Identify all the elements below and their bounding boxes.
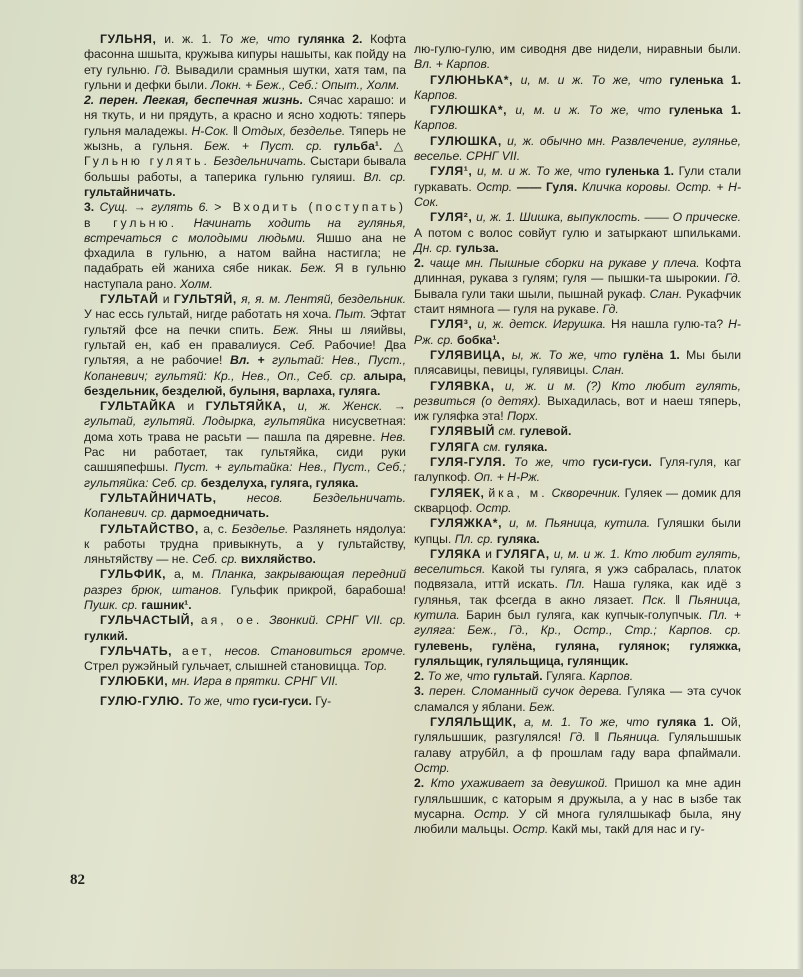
headword: ГУЛЮШКА,	[430, 133, 502, 148]
conjunction: и	[485, 546, 492, 561]
headword: ГУЛЯ²,	[430, 210, 473, 225]
definition: см.	[498, 424, 517, 439]
cross-reference: безделуха, гуляга, гуляка.	[200, 475, 359, 490]
grammar-label: а, с.	[203, 521, 228, 536]
example: Яшшо ана не фхадила в гульню, а натом вайна настигла; не падабрать ей жаниха сябе никак.	[84, 230, 407, 276]
entry-gulyavitsa	[414, 348, 741, 379]
source: Холм.	[179, 276, 213, 291]
entry-gultaystvo	[84, 522, 406, 568]
cross-reference: гуленька 1.	[605, 164, 674, 179]
sense-number: 2.	[414, 776, 425, 791]
source: Вл. ср.	[363, 169, 406, 184]
variant-forms: гультайка: Нев., Пуст., Себ.; гультяйка: Себ. ср.	[84, 460, 406, 490]
source: Себ.	[289, 337, 316, 352]
cross-reference: гашник¹.	[141, 597, 192, 612]
headword: ГУЛЬТАЙНИЧАТЬ,	[100, 490, 217, 505]
headword: ГУЛЯ³,	[430, 317, 473, 332]
entry-gulyubki	[84, 674, 406, 689]
headword: ГУЛЯВКА,	[430, 378, 495, 393]
grammar-label: я, я. м.	[241, 292, 281, 307]
entry-gulyaga	[414, 440, 741, 455]
source: Пл. ср.	[454, 531, 494, 546]
cross-reference: дармоедничать.	[170, 506, 269, 521]
source: Пыт.	[335, 307, 367, 322]
example: Тяперь не жызнь, а гульня.	[84, 123, 407, 154]
cross-reference: гуляка.	[496, 531, 540, 546]
grammar-label: и, ж. 1.	[476, 210, 516, 225]
sense-number: 3.	[414, 684, 425, 699]
definition: То же, что	[548, 347, 617, 362]
example: Гу-	[315, 693, 332, 708]
grammar-label: и, ж.	[477, 317, 505, 332]
source: Вл. + Карпов.	[414, 57, 491, 72]
source: Пушк. ср.	[84, 597, 138, 612]
example: нисусветная: дома хоть трава не расьти — пашла па дяревне.	[84, 414, 406, 444]
headword: ГУЛЯ-ГУЛЯ.	[430, 455, 507, 470]
definition: То же, что	[427, 669, 490, 684]
entry-gulyalshchik	[414, 715, 741, 837]
example: Выхадилась, вот и наеш тяперь, иж гуляфка эта!	[414, 393, 741, 424]
definition: Лентяй, бездельник.	[285, 292, 406, 307]
grammar-label: и, м. и ж.	[515, 103, 581, 118]
example: Гульфик прикрой, барабоша!	[230, 582, 406, 597]
example: Сячас харашо: и ня ткуть, и ни прядуть, а красно и ясно ходють: тяперь гульня маладежы.	[84, 93, 407, 138]
definition: несов. Бездельничать.	[246, 490, 406, 505]
grammar-label: ая, ое.	[200, 613, 263, 628]
sense-number: 2.	[414, 669, 425, 684]
cross-reference: гультайничать.	[84, 184, 176, 199]
example: Гуля-гуля, каг галупкоф.	[414, 455, 742, 485]
source: Гд.	[569, 730, 586, 745]
headword: ГУЛЯ¹,	[430, 164, 473, 179]
source: Тор.	[363, 659, 388, 674]
cross-reference: бобка¹.	[456, 332, 500, 347]
sense-2	[84, 93, 406, 200]
cross-reference: гульза.	[455, 240, 499, 255]
definition: ‖ Пьяница.	[594, 730, 661, 745]
example: Ой, гуляльшшик, разгулялся!	[414, 715, 741, 745]
entry-gulya-1	[414, 164, 741, 210]
definition: То же, что	[536, 164, 601, 179]
definition: То же, что	[591, 72, 662, 87]
headword: ГУЛЯГА,	[495, 546, 550, 561]
definition: перен. Сломанный сучок дерева.	[429, 684, 623, 699]
grammar-label: и, ж.	[507, 133, 535, 148]
example: Я в гульню наступала рано.	[84, 261, 407, 291]
example: Ня нашла гулю-та?	[611, 317, 724, 332]
entry-gulyunka	[414, 73, 741, 104]
example: Гуляльшшык галаву атрубйл, а ф прошлам гаду вара фпаймали.	[414, 730, 742, 760]
source: Н-Рж. ср.	[414, 317, 741, 347]
page-edge-shadow	[797, 0, 803, 977]
entry-gulnya	[84, 32, 406, 93]
source: Беж.	[529, 699, 556, 714]
grammar-label: и, м. и ж.	[520, 72, 584, 87]
source: Пуст. +	[174, 460, 222, 475]
definition: Женск. → гультай, гультяй. Лодырка, гультяйка	[84, 399, 406, 429]
definition: То же, что	[219, 32, 291, 46]
cross-reference: гулевень, гулёна, гуляна, гулянок; гуляжка, гуляльщик, гуляльщица, гулянщик.	[414, 638, 741, 668]
cross-reference: вихляйство.	[240, 552, 316, 567]
source: Карпов.	[414, 87, 458, 102]
grammar-label: и, м. и ж.	[477, 164, 532, 179]
definition: То же, что	[513, 455, 585, 470]
entry-gulyavka	[414, 379, 741, 425]
page-number: 82	[70, 872, 85, 888]
source: Карпов.	[589, 669, 634, 684]
source: Остр.	[476, 179, 513, 194]
definition: Начинать ходить на гулянья, встречаться с молодыми людьми.	[84, 215, 406, 245]
example: Барин был гуляга, как купчык-голупчык.	[466, 607, 703, 622]
example: Вывадили срамныя шутки, хатя там, па гульни и дефки были.	[84, 62, 407, 92]
example: У нас ессь гультай, нигде работать ня хоча.	[84, 307, 332, 322]
definition: Сущ. → гулять 6.	[99, 200, 209, 215]
source: Н-Сок.	[191, 123, 230, 138]
definition: Безделье.	[231, 521, 289, 536]
grammar-label: йка, м.	[488, 485, 548, 500]
entry-gulya-3	[414, 317, 741, 348]
headword: ГУЛЬФИК,	[100, 567, 167, 582]
grammar-label: ает,	[182, 643, 215, 658]
headword: ГУЛЬНЯ,	[100, 32, 157, 46]
source: Пл.	[565, 577, 586, 592]
example: Какй мы, такй для нас и гу-	[551, 822, 705, 837]
grammar-label: и, ж.	[297, 399, 332, 414]
example: Какой ты гуляга, я ужэ сабралась, платок подвязала, иттй искать.	[414, 562, 741, 592]
source: Дн. ср.	[414, 240, 453, 255]
definition: см.	[483, 439, 502, 454]
grammar-label: и, ж. и м.	[504, 378, 577, 393]
source: Пл. +	[708, 607, 741, 622]
example: Сыстари бывала большы работы, а таперика гульню гуляиш.	[84, 154, 406, 184]
example: лю-гулю-гулю, им сиводня две нидели, ниравныи были.	[414, 42, 741, 56]
source: Беж. + Пуст. ср.	[204, 139, 323, 154]
example: А потом с волос совйут гулю и затыркают шпильками.	[414, 225, 741, 240]
variant-forms: гультай: Нев., Пуст., Копаневич; гультяй: Кр., Нев., Оп., Себ. ср.	[84, 353, 407, 383]
source: Себ. ср.	[192, 552, 238, 567]
definition: ‖ Отдых, безделье.	[232, 123, 346, 138]
grammar-label: ы, ж.	[511, 347, 543, 362]
headword: ГУЛЬТЯЙ,	[173, 292, 237, 307]
entry-gulyushka-1	[414, 103, 741, 134]
example: Рукафчик стаит нямнога — гуля на рукаве.	[414, 286, 741, 317]
definition: Шишка, выпуклость. —— О прическе.	[519, 210, 742, 225]
definition: чаще мн. Пышные сборки на рукаве у плеча.	[429, 256, 700, 271]
entry-gulchastyy	[84, 613, 406, 644]
cross-reference: гулкий.	[84, 628, 128, 643]
source: Остр.	[512, 822, 549, 837]
source: Остр.	[475, 500, 512, 515]
example: Гули стали гуркавать.	[414, 164, 742, 194]
example: Рас ни работает, так гультяйка, сиди руки сашшяпефшы.	[84, 445, 406, 475]
conjunction: и	[187, 399, 195, 414]
entry-gulyazhka	[414, 516, 741, 547]
entry-gulya-gulya	[414, 455, 741, 486]
cross-reference: гуси-гуси.	[252, 693, 312, 708]
entry-gultay	[84, 292, 406, 399]
entry-gulyushka-2	[414, 134, 741, 165]
source: Вл. +	[230, 353, 265, 368]
example: Рабочие! Два гультяя, а не рабочие!	[84, 337, 406, 368]
headword: ГУЛЯЕК,	[430, 485, 485, 500]
example: Бывала гули таки шыли, пышнай рукаф.	[414, 286, 646, 301]
headword: ГУЛЮ-ГУЛЮ.	[100, 693, 184, 708]
entry-gultaynichat	[84, 491, 406, 522]
headword: ГУЛЬЧАСТЫЙ,	[100, 613, 195, 628]
example: Гуляек — домик для скварцоф.	[414, 485, 742, 515]
source: Порх.	[507, 409, 539, 424]
definition: детск. Игрушка.	[509, 317, 607, 332]
definition: Кто ухаживает за девушкой.	[430, 776, 609, 791]
definition: Бездельничать.	[213, 154, 307, 169]
cross-reference: гулёна 1.	[622, 347, 680, 362]
scan-bottom-edge	[0, 969, 803, 977]
example: Мы были плясавицы, певицы, гулявицы.	[414, 347, 742, 378]
source: СРНГ VII.	[466, 149, 521, 164]
definition: Кто любит гулять, веселиться.	[414, 546, 742, 577]
cross-reference: гуляка 1.	[656, 715, 714, 730]
headword: ГУЛЯЖКА*,	[430, 516, 503, 531]
cross-reference: гульба¹.	[333, 139, 383, 154]
cross-reference: гультай.	[493, 669, 543, 684]
source: Копаневич. ср.	[84, 506, 168, 521]
source: Остр.	[473, 806, 510, 821]
headword: ГУЛЬТАЙ	[100, 292, 159, 307]
source: Беж.	[300, 261, 327, 276]
entry-gulya-2	[414, 210, 741, 317]
source: Гд.	[724, 271, 741, 286]
entry-gulyu-gulyu	[84, 694, 406, 709]
entry-gulyaka	[414, 547, 741, 715]
headword: ГУЛЮНЬКА*,	[430, 72, 514, 87]
grammar-label: и, м. и ж. 1.	[553, 546, 621, 561]
cross-reference: гуленька 1.	[668, 103, 741, 118]
grammar-label: и. ж. 1.	[164, 32, 212, 46]
source: Оп. + Н-Рж.	[473, 470, 541, 485]
definition: обычно мн. Развлечение, гулянье, веселье.	[414, 133, 742, 164]
cross-reference: гуляка.	[504, 439, 548, 454]
cross-reference: гуленька 1.	[669, 72, 741, 87]
right-column	[414, 42, 741, 837]
grammar-label: и, м.	[509, 516, 538, 531]
source: СРНГ VII.	[284, 674, 339, 689]
example: Яны ш ляийвы, гультай ен, каб ен правалиуся.	[84, 322, 407, 352]
source: Гд.	[602, 302, 619, 317]
variant-forms: гуляга: Беж., Гд., Кр., Остр., Стр.; Карпов. ср.	[414, 623, 741, 638]
source: Слан.	[591, 363, 625, 378]
headword: ГУЛЬТАЙСТВО,	[100, 521, 199, 536]
entry-gultayka	[84, 399, 406, 491]
definition: Кличка коровы.	[581, 179, 672, 194]
sense-number: 3.	[84, 200, 95, 215]
phrase: > Входить (поступать) в гульню.	[84, 200, 406, 230]
definition: 2. перен. Легкая, беспечная жизнь.	[84, 93, 304, 108]
headword: ГУЛЯВИЦА,	[430, 347, 506, 362]
headword: ГУЛЬТЯЙКА,	[205, 399, 287, 414]
source: Слан.	[649, 286, 683, 301]
entry-gulyavyy	[414, 424, 741, 439]
example: Кофта длинная, рукава з гулям; гуля — пышки-та шырокии.	[414, 256, 742, 286]
sense-number: 2.	[414, 256, 425, 271]
sense-3	[84, 200, 406, 292]
definition: То же, что	[588, 103, 661, 118]
example: Гуляка — эта сучок сламался у яблани.	[414, 684, 741, 714]
example: Гуляшки были купцы.	[414, 516, 741, 546]
source: Пск.	[642, 592, 667, 607]
left-column	[84, 32, 406, 709]
cross-reference: гуси-гуси.	[592, 455, 652, 470]
example: У сй многа гулялшыкаф была, яну любили мальцы.	[414, 806, 741, 837]
headword: ГУЛЬТАЙКА	[100, 399, 176, 414]
source: Локн. + Беж., Себ.: Опыт., Холм.	[210, 77, 400, 92]
source: Беж.	[272, 322, 300, 337]
source: Остр.	[414, 760, 450, 775]
headword: ГУЛЬЧАТЬ,	[100, 643, 173, 658]
example: Наша гуляка, как идё з гулянья, так фсегда в акно лязает.	[414, 577, 741, 607]
example: Эфтат гультяй фсе на печки спить.	[84, 307, 406, 337]
grammar-label: а, м.	[173, 567, 204, 582]
definition: несов. Становиться громче.	[224, 643, 406, 658]
definition: Скворечник.	[551, 485, 621, 500]
definition: Пьяница, кутила.	[544, 516, 651, 531]
example: Гуляга.	[546, 669, 586, 684]
conjunction: и	[162, 292, 170, 307]
definition: Игра в прятки.	[193, 674, 281, 689]
source: СРНГ VII. ср.	[325, 613, 406, 628]
phrase: △ Гульню гулять.	[84, 139, 406, 169]
entry-continuation	[414, 42, 741, 73]
grammar-label: мн.	[171, 674, 191, 689]
example: Стрел ружэйный гульчает, слышней становицца.	[84, 659, 360, 674]
headword: ГУЛЯЛЬЩИК,	[430, 715, 517, 730]
headword: ГУЛЯГА	[430, 439, 480, 454]
cross-reference: алыра, бездельник, безделюй, булыня, варлаха, гуляга.	[84, 368, 406, 398]
source: Гд.	[154, 62, 171, 77]
definition: (?) Кто любит гулять, резвиться (о детях).	[414, 378, 741, 408]
example: Пришол ка мне адин гуляльшшик, с каторым я дружыла, а у нас в ызбе так мусарна.	[414, 776, 742, 821]
example: Разлянеть нядолуа: к работы трудна привыкнуть, а у гультайству, ляньтяйству — не.	[84, 521, 407, 567]
entry-gulchat	[84, 644, 406, 675]
sub-headword: —— Гуля.	[516, 179, 582, 194]
cross-reference: гулянка 2.	[297, 32, 363, 46]
definition: Планка, закрывающая передний разрез брюк, штанов.	[84, 567, 406, 597]
definition: ‖ Пьяница, кутила.	[414, 592, 741, 622]
definition: То же, что	[578, 715, 650, 730]
source: Нев.	[380, 429, 406, 444]
source: Остр. + Н-Сок.	[414, 179, 741, 209]
grammar-label: а, м. 1.	[524, 715, 572, 730]
entry-gulfik	[84, 567, 406, 613]
entry-gulyaek	[414, 486, 741, 517]
headword: ГУЛЮБКИ,	[100, 674, 169, 689]
cross-reference: гулевой.	[519, 424, 572, 439]
headword: ГУЛЯКА	[430, 546, 482, 561]
example: Кофта фасонна шшыта, кружыва кипуры нашыты, как пойду на ету гульню.	[84, 32, 406, 77]
headword: ГУЛЮШКА*,	[430, 103, 508, 118]
definition: Звонкий.	[269, 613, 319, 628]
headword: ГУЛЯВЫЙ	[430, 424, 496, 439]
definition: То же, что	[187, 693, 250, 708]
source: Карпов.	[414, 118, 458, 133]
